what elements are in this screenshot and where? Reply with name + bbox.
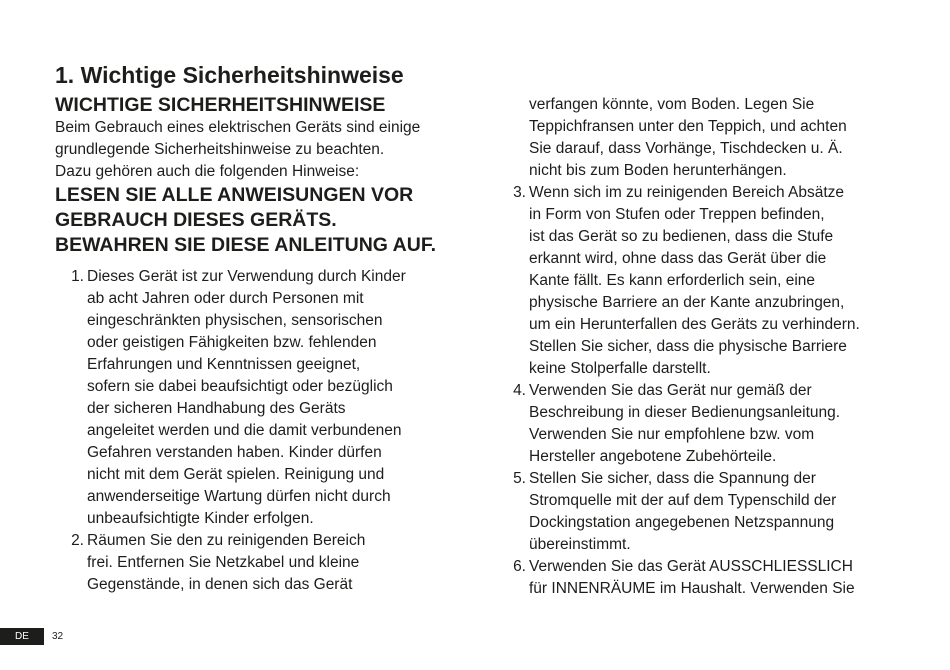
warning-heading	[55, 183, 465, 258]
item-line: um ein Herunterfallen des Geräts zu verhindern.	[529, 316, 860, 333]
warning-line: BEWAHREN SIE DIESE ANLEITUNG AUF.	[55, 234, 437, 256]
intro-line: Dazu gehören auch die folgenden Hinweise:	[55, 163, 360, 180]
item-line: Beschreibung in dieser Bedienungsanleitung.	[529, 404, 841, 421]
right-column	[501, 94, 911, 600]
item-number: 3.	[513, 184, 526, 201]
item-number: 2.	[71, 532, 84, 549]
intro-paragraph	[55, 117, 465, 183]
item-line: Dockingstation angegebenen Netzspannung	[529, 514, 835, 531]
item-line: Gefahren verstanden haben. Kinder dürfen	[87, 444, 382, 461]
item-line: Sie darauf, dass Vorhänge, Tischdecken u. Ä.	[529, 140, 843, 157]
item-number: 4.	[513, 382, 526, 399]
left-column	[55, 60, 465, 596]
list-item	[504, 182, 911, 380]
item-line: ist das Gerät so zu bedienen, dass die Stufe	[529, 228, 834, 245]
list-item	[504, 380, 911, 468]
item-line: Gegenstände, in denen sich das Gerät	[87, 576, 353, 593]
item-line: erkannt wird, ohne dass das Gerät über die	[529, 250, 827, 267]
item-line: Stellen Sie sicher, dass die Spannung der	[529, 470, 816, 487]
item-line: anwenderseitige Wartung dürfen nicht durch	[87, 488, 391, 505]
safety-list-right	[504, 182, 911, 600]
item-line: angeleitet werden und die damit verbundenen	[87, 422, 402, 439]
item-line: Verwenden Sie nur empfohlene bzw. vom	[529, 426, 815, 443]
item-line: nicht mit dem Gerät spielen. Reinigung und	[87, 466, 385, 483]
item-line: unbeaufsichtigte Kinder erfolgen.	[87, 510, 314, 527]
item-number: 1.	[71, 268, 84, 285]
list-item	[62, 266, 465, 530]
item-line: übereinstimmt.	[529, 536, 631, 553]
item-line: eingeschränkten physischen, sensorischen	[87, 312, 383, 329]
item-line: ab acht Jahren oder durch Personen mit	[87, 290, 364, 307]
item-number: 5.	[513, 470, 526, 487]
safety-list-left	[62, 266, 465, 596]
item-line: Dieses Gerät ist zur Verwendung durch Kinder	[87, 268, 406, 285]
intro-line: Beim Gebrauch eines elektrischen Geräts sind einige	[55, 119, 421, 136]
item-line: Stromquelle mit der auf dem Typenschild der	[529, 492, 837, 509]
item-2-continuation	[504, 94, 911, 182]
item-line: Erfahrungen und Kenntnissen geeignet,	[87, 356, 361, 373]
item-line: sofern sie dabei beaufsichtigt oder bezüglich	[87, 378, 393, 395]
language-tab: DE	[0, 628, 44, 645]
item-number: 6.	[513, 558, 526, 575]
item-line: Kante fällt. Es kann erforderlich sein, eine	[529, 272, 816, 289]
warning-line: GEBRAUCH DIESES GERÄTS.	[55, 209, 337, 231]
page-number: 32	[52, 631, 64, 642]
item-line: frei. Entfernen Sie Netzkabel und kleine	[87, 554, 360, 571]
section-title: 1. Wichtige Sicherheitshinweise	[55, 62, 404, 88]
item-line: Stellen Sie sicher, dass die physische Barriere	[529, 338, 847, 355]
warning-line: LESEN SIE ALLE ANWEISUNGEN VOR	[55, 184, 414, 206]
list-item	[62, 530, 465, 596]
item-line: oder geistigen Fähigkeiten bzw. fehlenden	[87, 334, 377, 351]
section-caps-title: WICHTIGE SICHERHEITSHINWEISE	[55, 94, 386, 116]
item-line: Wenn sich im zu reinigenden Bereich Absätze	[529, 184, 845, 201]
item-line: Verwenden Sie das Gerät AUSSCHLIESSLICH	[529, 558, 853, 575]
item-line: Räumen Sie den zu reinigenden Bereich	[87, 532, 366, 549]
item-line: für INNENRÄUME im Haushalt. Verwenden Sie	[529, 580, 855, 597]
item-line: in Form von Stufen oder Treppen befinden,	[529, 206, 825, 223]
list-item	[504, 468, 911, 556]
item-line: der sicheren Handhabung des Geräts	[87, 400, 346, 417]
item-line: keine Stolperfalle darstellt.	[529, 360, 711, 377]
item-line: Verwenden Sie das Gerät nur gemäß der	[529, 382, 812, 399]
list-item	[504, 556, 911, 600]
intro-line: grundlegende Sicherheitshinweise zu beachten.	[55, 141, 385, 158]
item-line: Hersteller angebotene Zubehörteile.	[529, 448, 777, 465]
item-line: nicht bis zum Boden herunterhängen.	[529, 162, 787, 179]
item-line: verfangen könnte, vom Boden. Legen Sie	[529, 96, 815, 113]
item-line: physische Barriere an der Kante anzubringen,	[529, 294, 845, 311]
item-line: Teppichfransen unter den Teppich, und achten	[529, 118, 847, 135]
